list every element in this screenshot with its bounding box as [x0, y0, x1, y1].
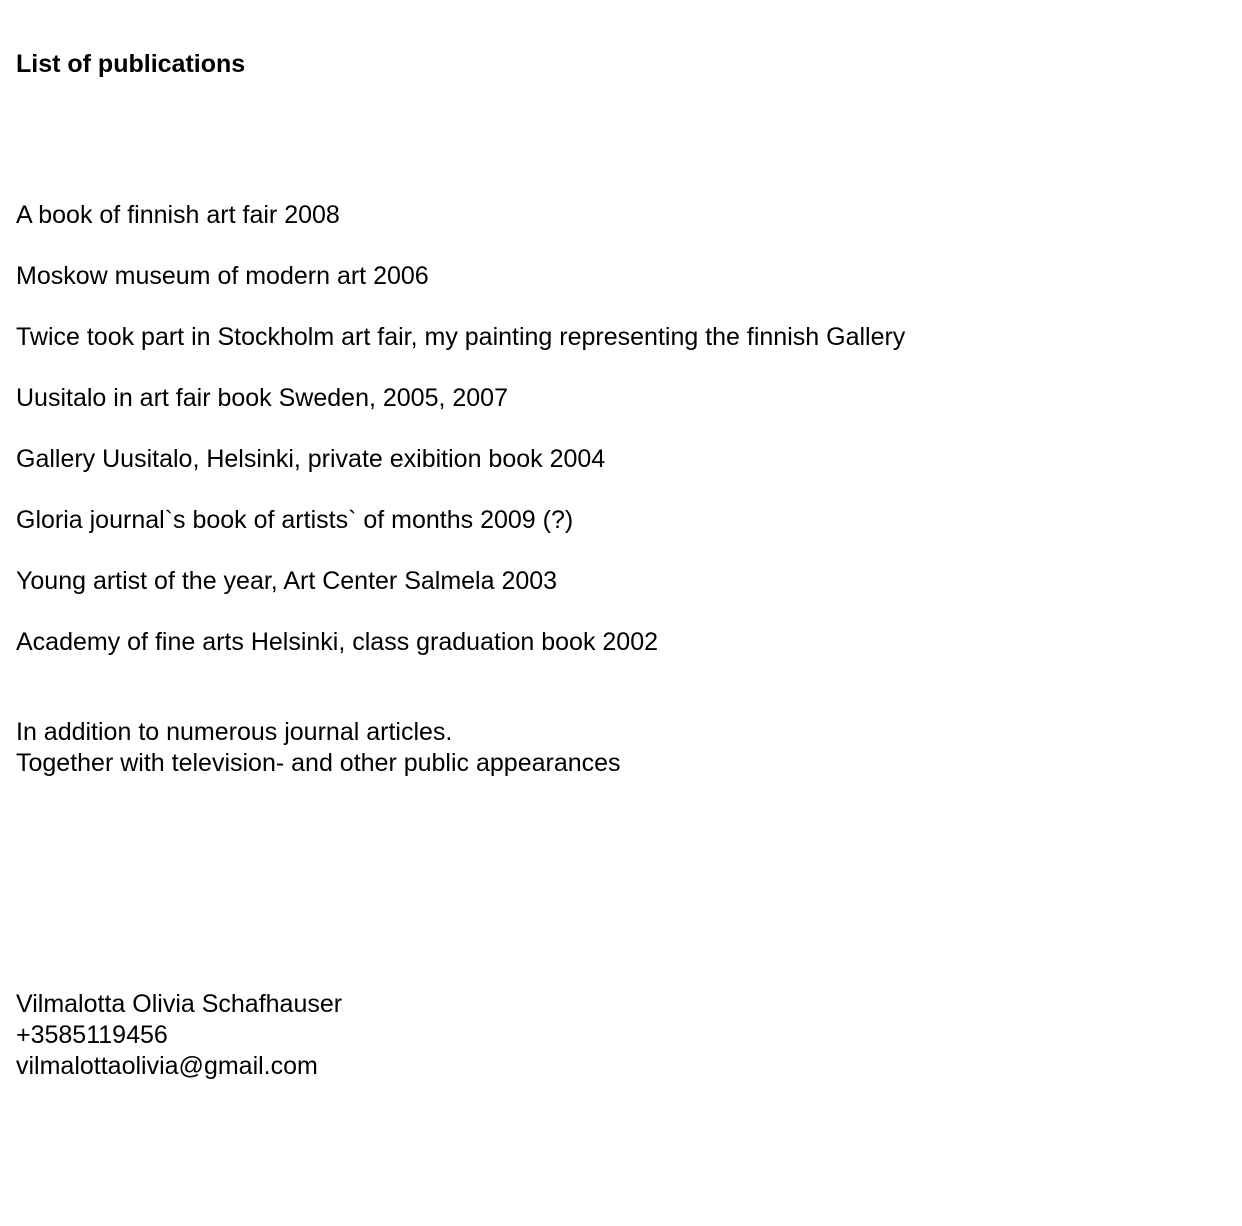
- note-line: In addition to numerous journal articles.: [16, 718, 453, 746]
- publication-item: Gallery Uusitalo, Helsinki, private exibition book 2004: [16, 445, 606, 473]
- publication-item: Uusitalo in art fair book Sweden, 2005, 2007: [16, 384, 508, 412]
- contact-block: [16, 989, 342, 1082]
- publication-item: A book of finnish art fair 2008: [16, 201, 340, 229]
- contact-name: Vilmalotta Olivia Schafhauser: [16, 990, 343, 1018]
- publication-list: [16, 200, 905, 688]
- additional-notes: [16, 717, 621, 779]
- publication-item: Academy of fine arts Helsinki, class graduation book 2002: [16, 628, 659, 656]
- contact-email: vilmalottaolivia@gmail.com: [16, 1052, 318, 1080]
- note-line: Together with television- and other public appearances: [16, 749, 621, 777]
- page-title: List of publications: [16, 50, 246, 78]
- contact-phone: +3585119456: [16, 1021, 168, 1049]
- publication-item: Gloria journal`s book of artists` of months 2009 (?): [16, 506, 574, 534]
- publication-item: Moskow museum of modern art 2006: [16, 262, 429, 290]
- publication-item: Twice took part in Stockholm art fair, my painting representing the finnish Gallery: [16, 323, 906, 351]
- publication-item: Young artist of the year, Art Center Salmela 2003: [16, 567, 558, 595]
